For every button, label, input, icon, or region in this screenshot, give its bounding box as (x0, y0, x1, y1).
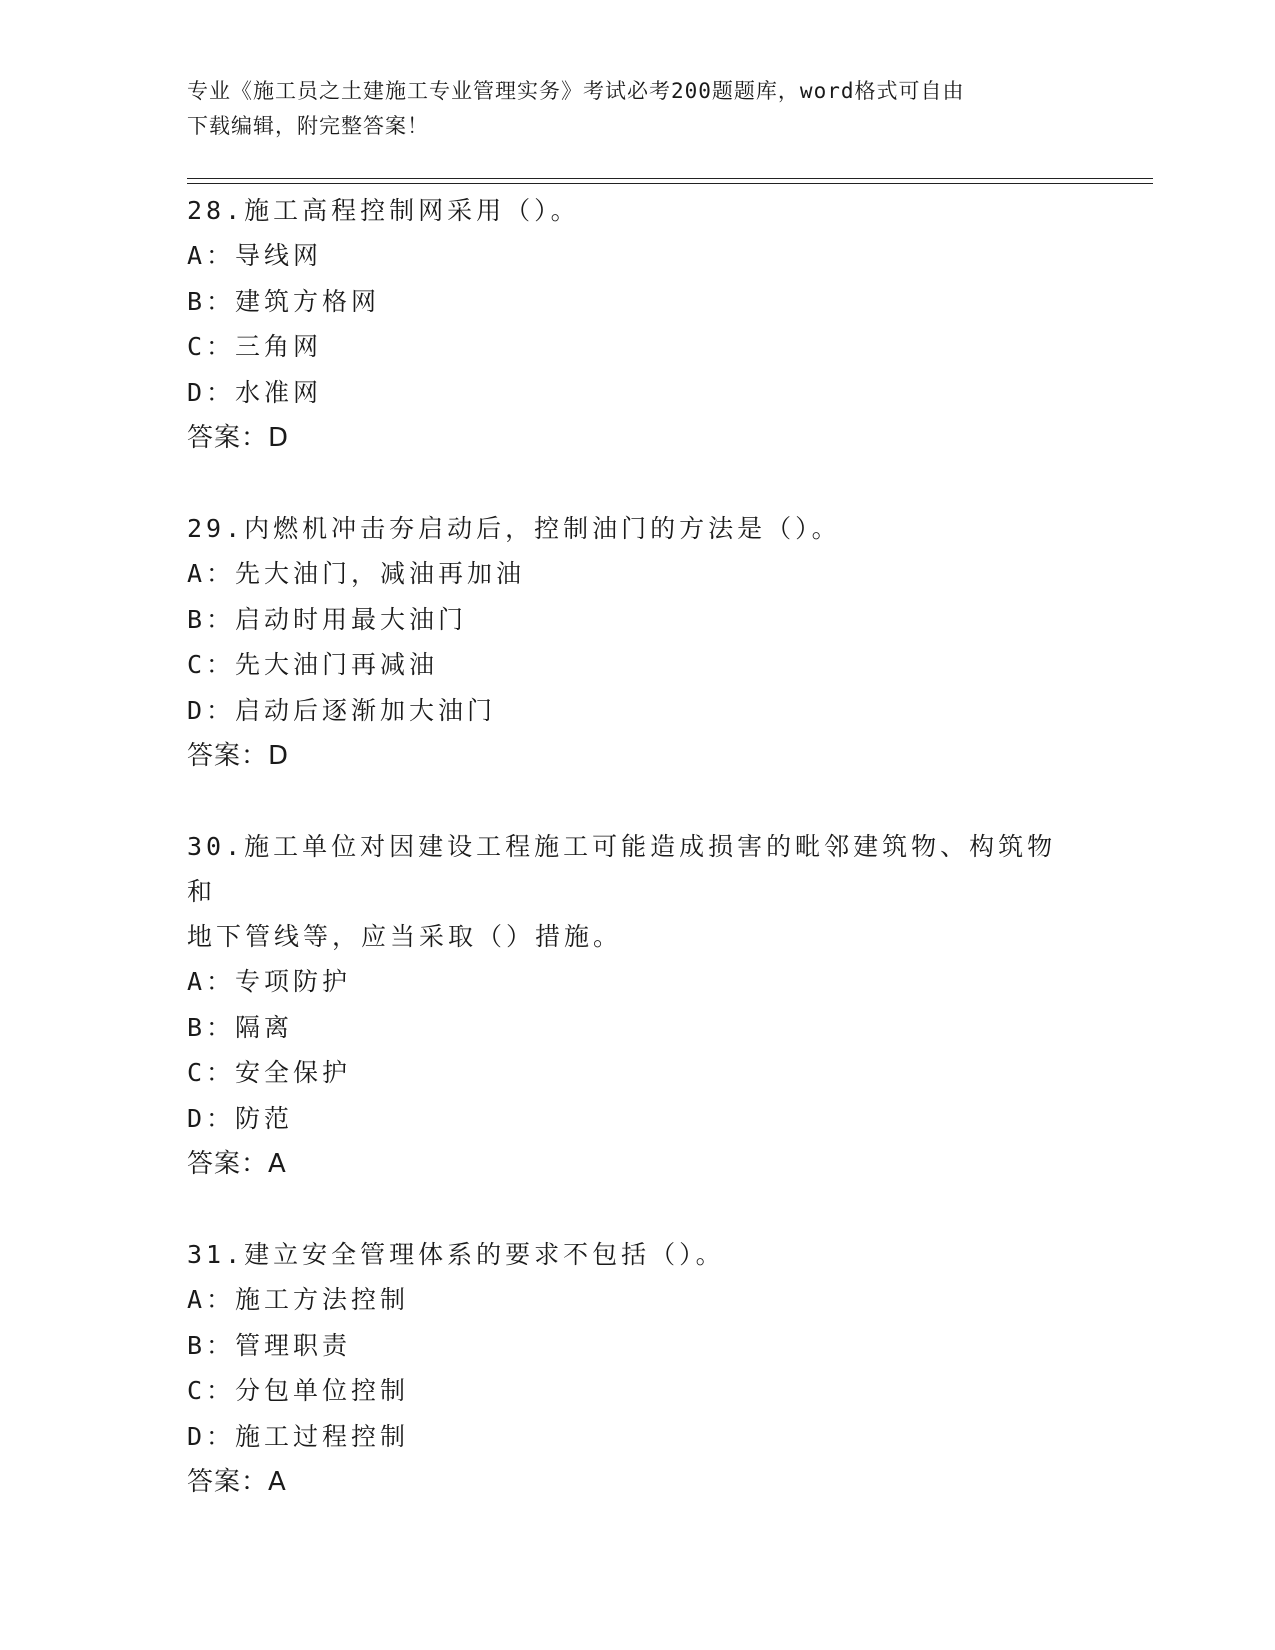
option-c: C：三角网 (187, 332, 323, 361)
question-text: 30.施工单位对因建设工程施工可能造成损害的毗邻建筑物、构筑物和 (187, 832, 1057, 906)
option-b: B：管理职责 (187, 1330, 352, 1360)
answer-line: 答案：D (187, 741, 290, 771)
option-b: B：启动时用最大油门 (187, 604, 468, 634)
option-a: A：专项防护 (187, 967, 352, 996)
option-d: D：水准网 (187, 377, 323, 407)
question-28 (187, 188, 1087, 461)
option-b: B：建筑方格网 (187, 286, 381, 316)
header-divider-bottom (187, 183, 1153, 184)
option-b: B：隔离 (187, 1012, 294, 1042)
header-line-1: 专业《施工员之土建施工专业管理实务》考试必考200题题库，word格式可自由 (187, 79, 965, 103)
answer-line: 答案：D (187, 423, 290, 453)
question-text: 31.建立安全管理体系的要求不包括（）。 (187, 1240, 725, 1269)
option-a: A：施工方法控制 (187, 1285, 410, 1314)
option-a: A：先大油门，减油再加油 (187, 559, 526, 588)
header-divider-top (187, 178, 1153, 179)
option-a: A：导线网 (187, 241, 323, 270)
option-d: D：启动后逐渐加大油门 (187, 695, 497, 725)
question-30 (187, 824, 1087, 1187)
option-d: D：施工过程控制 (187, 1421, 410, 1451)
option-d: D：防范 (187, 1103, 294, 1133)
question-text-continued: 地下管线等，应当采取（）措施。 (187, 922, 623, 951)
answer-line: 答案：A (187, 1467, 287, 1497)
answer-line: 答案：A (187, 1149, 287, 1179)
question-31 (187, 1232, 1087, 1505)
question-text: 28.施工高程控制网采用（）。 (187, 196, 580, 225)
document-header (187, 74, 1087, 144)
option-c: C：安全保护 (187, 1058, 352, 1087)
header-line-2: 下载编辑，附完整答案！ (187, 114, 429, 138)
question-list (187, 188, 1087, 1505)
option-c: C：先大油门再减油 (187, 650, 439, 679)
question-29 (187, 506, 1087, 779)
question-text: 29.内燃机冲击夯启动后，控制油门的方法是（）。 (187, 514, 841, 543)
option-c: C：分包单位控制 (187, 1376, 410, 1405)
